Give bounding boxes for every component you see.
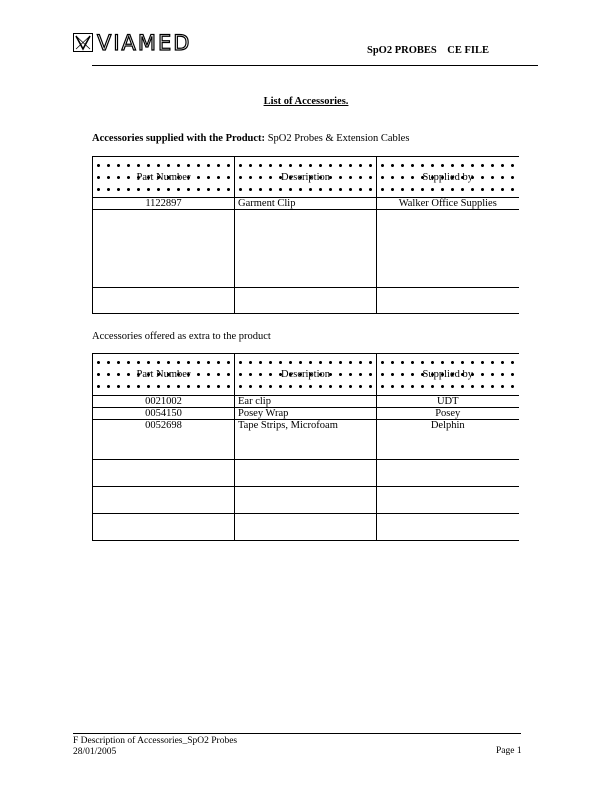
- section-extra-title: Accessories offered as extra to the product: [92, 331, 271, 342]
- viamed-logo-mark-icon: [73, 33, 93, 52]
- cell-part-number: [93, 514, 235, 541]
- cell-part-number: [93, 460, 235, 487]
- column-header-supplied-by: Supplied by: [377, 157, 519, 198]
- cell-supplied-by: [377, 514, 519, 541]
- cell-supplied-by: [377, 288, 519, 314]
- cell-part-number: [93, 487, 235, 514]
- logo-text: VIAMED: [97, 31, 192, 55]
- footer-divider: [73, 733, 521, 734]
- column-header-part-number: Part Number: [93, 354, 235, 396]
- section-supplied-label-bold: Accessories supplied with the Product:: [92, 133, 266, 144]
- table-row: [93, 487, 519, 514]
- cell-description: [235, 288, 377, 314]
- cell-supplied-by: [377, 210, 519, 288]
- cell-description: Posey Wrap: [235, 408, 377, 420]
- column-header-supplied-by: Supplied by: [377, 354, 519, 396]
- table-row: [93, 210, 519, 288]
- table-row: [93, 460, 519, 487]
- supplied-accessories-table: [92, 156, 519, 314]
- cell-part-number: 0052698: [93, 420, 235, 460]
- table-row: [93, 396, 519, 408]
- header-divider: [92, 65, 538, 66]
- cell-description: [235, 487, 377, 514]
- column-header-description: Description: [235, 157, 377, 198]
- extra-accessories-table: [92, 353, 519, 541]
- cell-supplied-by: Walker Office Supplies: [377, 198, 519, 210]
- cell-part-number: 0054150: [93, 408, 235, 420]
- cell-part-number: [93, 210, 235, 288]
- column-header-description: Description: [235, 354, 377, 396]
- column-header-part-number: Part Number: [93, 157, 235, 198]
- cell-part-number: [93, 288, 235, 314]
- section-supplied-title: [92, 133, 409, 144]
- cell-description: Garment Clip: [235, 198, 377, 210]
- cell-supplied-by: [377, 460, 519, 487]
- cell-description: [235, 460, 377, 487]
- page-title: List of Accessories.: [263, 96, 349, 107]
- table-row: [93, 420, 519, 460]
- footer-date: 28/01/2005: [73, 747, 117, 757]
- cell-part-number: 1122897: [93, 198, 235, 210]
- footer-document-name: F Description of Accessories_SpO2 Probes: [73, 736, 238, 746]
- table-row: [93, 288, 519, 314]
- cell-supplied-by: Posey: [377, 408, 519, 420]
- table-row: [93, 408, 519, 420]
- cell-description: Ear clip: [235, 396, 377, 408]
- section-supplied-label-rest: SpO2 Probes & Extension Cables: [265, 133, 410, 144]
- cell-supplied-by: UDT: [377, 396, 519, 408]
- footer-page-number: Page 1: [496, 746, 522, 756]
- viamed-logo: [73, 30, 205, 56]
- footer-document-info: [73, 736, 237, 758]
- header-title: SpO2 PROBES CE FILE: [367, 45, 489, 56]
- cell-supplied-by: [377, 487, 519, 514]
- cell-description: [235, 210, 377, 288]
- table-header-row: [93, 157, 519, 198]
- table-row: [93, 514, 519, 541]
- cell-supplied-by: Delphin: [377, 420, 519, 460]
- table-row: [93, 198, 519, 210]
- cell-part-number: 0021002: [93, 396, 235, 408]
- table-header-row: [93, 354, 519, 396]
- cell-description: Tape Strips, Microfoam: [235, 420, 377, 460]
- cell-description: [235, 514, 377, 541]
